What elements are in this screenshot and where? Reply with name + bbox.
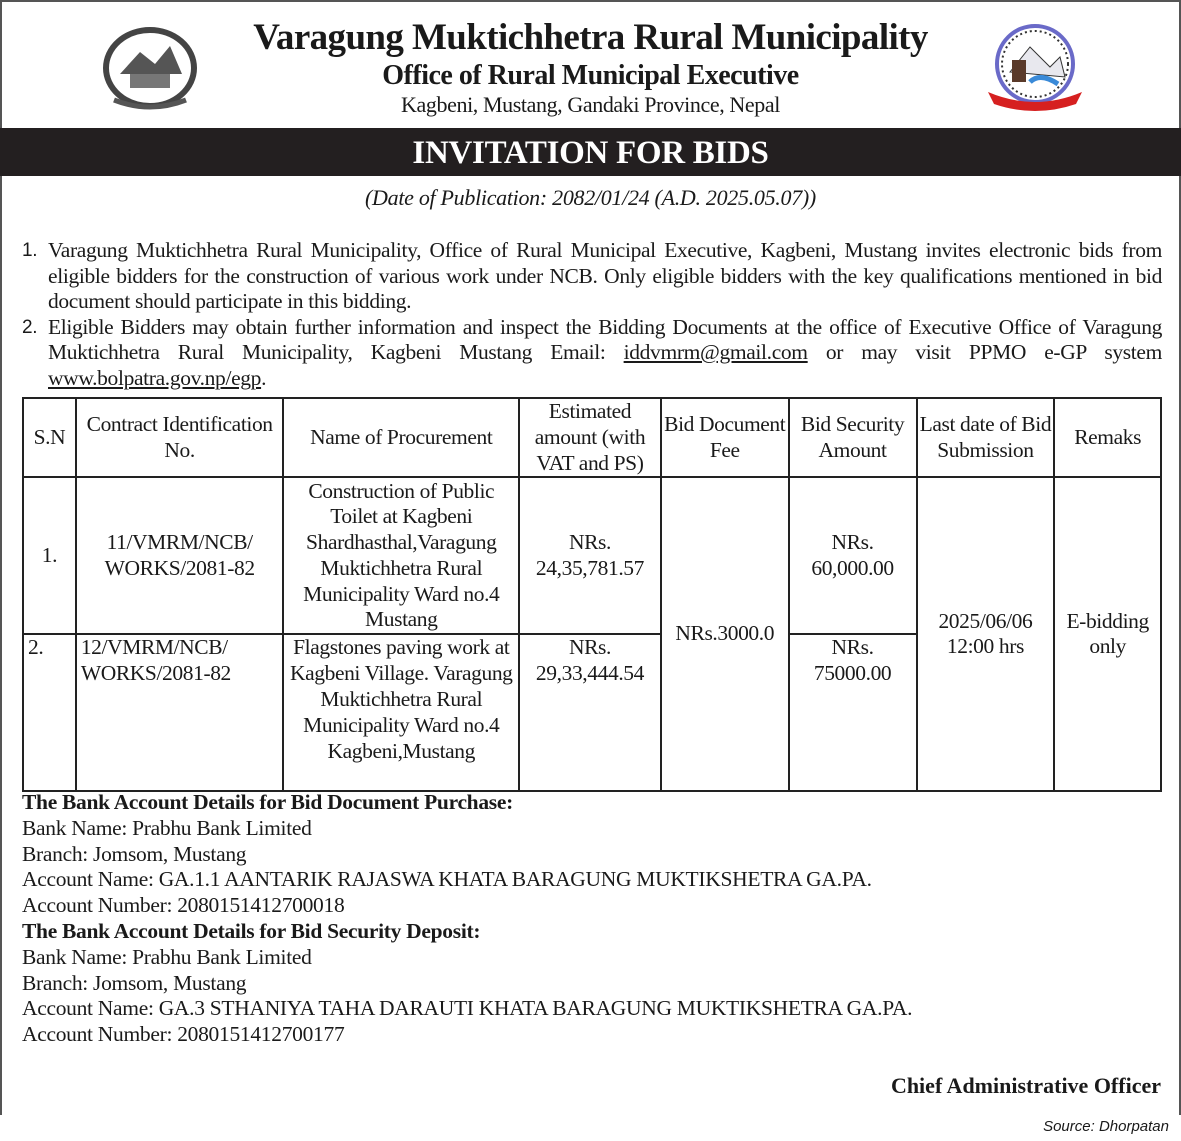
paragraph-number: 1. bbox=[22, 240, 38, 261]
account-name: Account Name: GA.3 STHANIYA TAHA DARAUTI KHATA BARAGUNG MUKTIKSHETRA GA.PA. bbox=[22, 996, 913, 1021]
procurement-name-cell: Construction of Public Toilet at Kagbeni Shardhasthal,Varagung Muktichhetra Rural Municipality Ward no.4 Mustang bbox=[283, 477, 519, 634]
notice-banner: INVITATION FOR BIDS bbox=[0, 128, 1181, 176]
table-header-row bbox=[23, 398, 1161, 477]
header-cell: Contract Identification No. bbox=[76, 398, 284, 477]
procurement-name-cell: Flagstones paving work at Kagbeni Village. Varagung Muktichhetra Rural Municipality Ward no.4 Kagbeni,Mustang bbox=[283, 634, 519, 791]
remarks-cell: E-bidding only bbox=[1054, 477, 1161, 791]
amount-cell: NRs. 29,33,444.54 bbox=[519, 634, 661, 791]
email-link[interactable]: iddvmrm@gmail.com bbox=[623, 340, 808, 364]
municipality-title: Varagung Muktichhetra Rural Municipality bbox=[253, 17, 928, 58]
account-name: Account Name: GA.1.1 AANTARIK RAJASWA KHATA BARAGUNG MUKTIKSHETRA GA.PA. bbox=[22, 867, 872, 892]
bids-table bbox=[22, 397, 1162, 792]
paragraph-number: 2. bbox=[22, 316, 38, 338]
sn-cell: 1. bbox=[23, 477, 76, 634]
office-subtitle: Office of Rural Municipal Executive bbox=[382, 60, 799, 91]
security-cell: NRs. 60,000.00 bbox=[789, 477, 917, 634]
table-row bbox=[23, 477, 1161, 634]
paragraph-text: Eligible Bidders may obtain further information and inspect the Bidding Documents at the office of Executive Office of Varagung Muktichhetra Rural Municipality, Kagbeni Mustang Email: bbox=[48, 314, 1162, 364]
header-cell: Remaks bbox=[1054, 398, 1161, 477]
contract-id-cell: 11/VMRM/NCB/ WORKS/2081-82 bbox=[76, 477, 284, 634]
paragraph-1 bbox=[22, 238, 1162, 315]
bank-branch: Branch: Jomsom, Mustang bbox=[22, 841, 247, 866]
paragraph-text: or may visit PPMO e-GP system bbox=[807, 340, 1162, 364]
source-credit: Source: Dhorpatan bbox=[1043, 1118, 1169, 1135]
contract-id-cell: 12/VMRM/NCB/ WORKS/2081-82 bbox=[76, 634, 284, 791]
amount-cell: NRs. 24,35,781.57 bbox=[519, 477, 661, 634]
fee-cell: NRs.3000.0 bbox=[661, 477, 789, 791]
paragraph-text: . bbox=[261, 365, 267, 390]
deadline-cell: 2025/06/06 12:00 hrs bbox=[917, 477, 1055, 791]
signatory: Chief Administrative Officer bbox=[890, 1073, 1161, 1098]
bank-security-heading: The Bank Account Details for Bid Security Deposit: bbox=[22, 918, 481, 943]
security-cell: NRs. 75000.00 bbox=[789, 634, 917, 791]
bank-purchase-heading: The Bank Account Details for Bid Document Purchase: bbox=[22, 790, 513, 814]
header-cell: Bid Security Amount bbox=[789, 398, 917, 477]
bank-name: Bank Name: Prabhu Bank Limited bbox=[22, 944, 312, 969]
egp-link[interactable]: www.bolpatra.gov.np/egp bbox=[48, 365, 262, 390]
office-address: Kagbeni, Mustang, Gandaki Province, Nepal bbox=[401, 92, 780, 117]
header-cell: S.N bbox=[23, 398, 76, 477]
publication-date: (Date of Publication: 2082/01/24 (A.D. 2025.05.07)) bbox=[365, 185, 816, 210]
account-number: Account Number: 2080151412700018 bbox=[22, 893, 345, 918]
header-cell: Bid Document Fee bbox=[661, 398, 789, 477]
header-cell: Name of Procurement bbox=[283, 398, 519, 477]
bank-branch: Branch: Jomsom, Mustang bbox=[22, 970, 247, 995]
paragraph-2 bbox=[22, 315, 1162, 392]
sn-cell: 2. bbox=[23, 634, 76, 791]
bank-name: Bank Name: Prabhu Bank Limited bbox=[22, 815, 312, 840]
notice-paragraphs bbox=[22, 238, 1162, 391]
paragraph-text: Varagung Muktichhetra Rural Municipality, Office of Rural Municipal Executive, Kagbeni, Mustang invites electronic bids from eligible bidders for the construction of various work under NCB. Only eligible bidders with the key qualifications mentioned in bid document should participate in this bidding. bbox=[48, 238, 1162, 313]
header-cell: Estimated amount (with VAT and PS) bbox=[519, 398, 661, 477]
account-number: Account Number: 2080151412700177 bbox=[22, 1022, 345, 1047]
bank-details bbox=[22, 790, 912, 1048]
header-cell: Last date of Bid Submission bbox=[917, 398, 1055, 477]
